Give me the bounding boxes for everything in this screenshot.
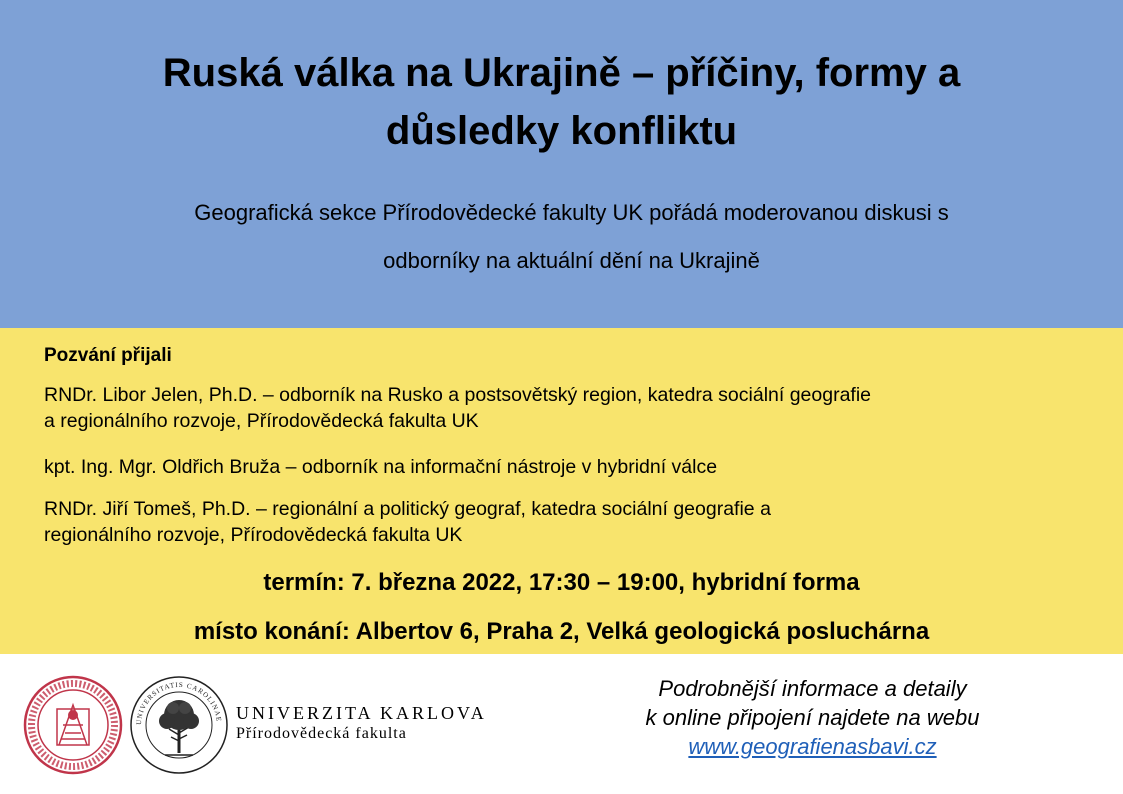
info-line-1: Podrobnější informace a detaily: [658, 676, 967, 701]
university-name: UNIVERZITA KARLOVA: [236, 703, 487, 723]
faculty-name: Přírodovědecká fakulta: [236, 725, 407, 742]
guest-text: RNDr. Jiří Tomeš, Ph.D. – regionální a politický geograf, katedra sociální geografie a: [44, 498, 771, 520]
info-line-2: k online připojení najdete na webu: [645, 705, 980, 730]
event-date: termín: 7. března 2022, 17:30 – 19:00, hybridní forma: [263, 569, 860, 596]
faculty-tree-seal-icon: [129, 675, 229, 775]
title-line-1: Ruská válka na Ukrajině – příčiny, formy a: [162, 51, 961, 95]
website-link[interactable]: www.geografienasbavi.cz: [688, 734, 937, 759]
guest-text: a regionálního rozvoje, Přírodovědecká fakulta UK: [44, 410, 479, 432]
university-seal-icon: [23, 675, 123, 775]
subtitle-line-1: Geografická sekce Přírodovědecké fakulty UK pořádá moderovanou diskusi s: [194, 200, 949, 225]
guest-jelen: [44, 382, 1094, 434]
subtitle-line-2: odborníky na aktuální dění na Ukrajině: [383, 248, 760, 273]
guest-text: regionálního rozvoje, Přírodovědecká fakulta UK: [44, 524, 463, 546]
seal-text: UNIVERSITATIS CAROLINAE: [134, 680, 223, 726]
guest-bruza: [44, 454, 1094, 480]
event-venue: místo konání: Albertov 6, Praha 2, Velká geologická posluchárna: [193, 618, 930, 645]
guest-tomes: [44, 496, 1094, 548]
info-block: [560, 674, 1065, 761]
page-title: [0, 44, 1123, 160]
content-band-yellow: [0, 328, 1123, 654]
title-line-2: důsledky konfliktu: [385, 109, 738, 153]
subtitle: [60, 189, 1083, 285]
guest-text: RNDr. Libor Jelen, Ph.D. – odborník na Rusko a postsovětský region, katedra sociální geografie: [44, 384, 872, 406]
guests-heading: Pozvání přijali: [44, 345, 172, 366]
guest-text: kpt. Ing. Mgr. Oldřich Bruža – odborník na informační nástroje v hybridní válce: [44, 456, 718, 478]
